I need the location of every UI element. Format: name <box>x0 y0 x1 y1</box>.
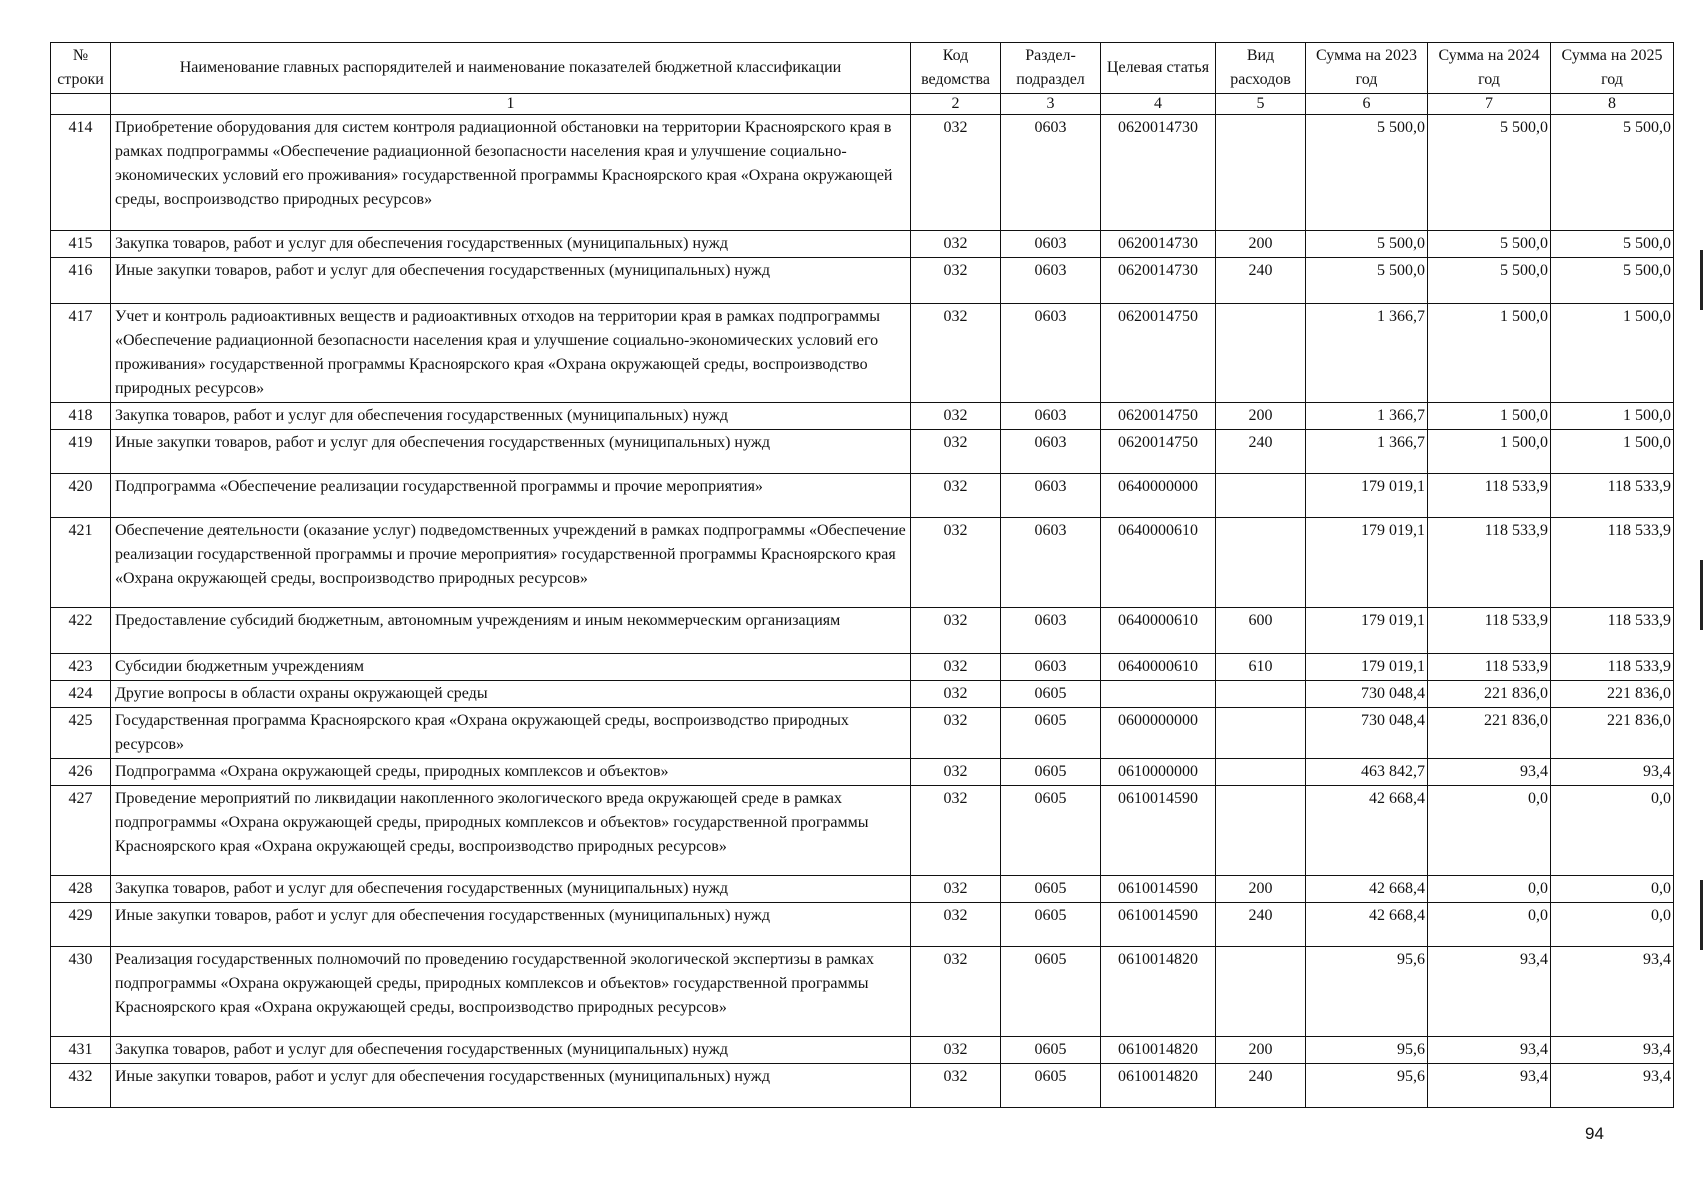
target-article: 0610014820 <box>1101 1064 1216 1108</box>
sum-2025: 0,0 <box>1551 786 1674 876</box>
department-code: 032 <box>911 759 1001 786</box>
department-code: 032 <box>911 231 1001 258</box>
target-article: 0610014590 <box>1101 876 1216 903</box>
department-code: 032 <box>911 474 1001 518</box>
sum-2024: 1 500,0 <box>1428 304 1551 403</box>
expense-type <box>1216 518 1306 608</box>
table-row <box>51 258 1674 304</box>
numbering-empty <box>51 94 111 115</box>
target-article: 0610014820 <box>1101 947 1216 1037</box>
row-number: 429 <box>51 903 111 947</box>
table-row <box>51 786 1674 876</box>
row-name: Реализация государственных полномочий по проведению государственной экологической экспертизы в рамках подпрограммы «Охрана окружающей среды, природных комплексов и объектов» государственной программы Красноярского края «Охрана окружающей среды, воспроизводство природных ресурсов» <box>111 947 911 1037</box>
sum-2023: 5 500,0 <box>1306 258 1428 304</box>
numbering-7: 7 <box>1428 94 1551 115</box>
numbering-5: 5 <box>1216 94 1306 115</box>
table-row <box>51 681 1674 708</box>
target-article: 0610014590 <box>1101 903 1216 947</box>
department-code: 032 <box>911 304 1001 403</box>
row-number: 431 <box>51 1037 111 1064</box>
target-article <box>1101 681 1216 708</box>
row-number: 428 <box>51 876 111 903</box>
expense-type: 200 <box>1216 231 1306 258</box>
expense-type <box>1216 115 1306 231</box>
sum-2023: 179 019,1 <box>1306 608 1428 654</box>
department-code: 032 <box>911 258 1001 304</box>
sum-2023: 1 366,7 <box>1306 430 1428 474</box>
sum-2025: 118 533,9 <box>1551 518 1674 608</box>
sum-2023: 463 842,7 <box>1306 759 1428 786</box>
target-article: 0620014750 <box>1101 403 1216 430</box>
row-name: Закупка товаров, работ и услуг для обеспечения государственных (муниципальных) нужд <box>111 403 911 430</box>
table-row <box>51 231 1674 258</box>
sum-2024: 0,0 <box>1428 876 1551 903</box>
expense-type <box>1216 947 1306 1037</box>
sum-2023: 179 019,1 <box>1306 518 1428 608</box>
row-name: Другие вопросы в области охраны окружающей среды <box>111 681 911 708</box>
row-name: Государственная программа Красноярского края «Охрана окружающей среды, воспроизводство природных ресурсов» <box>111 708 911 759</box>
target-article: 0620014730 <box>1101 115 1216 231</box>
row-number: 417 <box>51 304 111 403</box>
column-numbering-row <box>51 94 1674 115</box>
sum-2025: 221 836,0 <box>1551 708 1674 759</box>
expense-type: 200 <box>1216 876 1306 903</box>
sum-2023: 1 366,7 <box>1306 403 1428 430</box>
sum-2023: 42 668,4 <box>1306 903 1428 947</box>
header-sum-2023: Сумма на 2023 год <box>1306 43 1428 94</box>
header-row-number: № строки <box>51 43 111 94</box>
section-code: 0605 <box>1001 759 1101 786</box>
target-article: 0620014750 <box>1101 430 1216 474</box>
row-name: Учет и контроль радиоактивных веществ и радиоактивных отходов на территории края в рамках подпрограммы «Обеспечение радиационной безопасности населения края и улучшение социально-экономических условий его проживания» государственной программы Красноярского края «Охрана окружающей среды, воспроизводство природных ресурсов» <box>111 304 911 403</box>
sum-2023: 1 366,7 <box>1306 304 1428 403</box>
numbering-4: 4 <box>1101 94 1216 115</box>
row-number: 415 <box>51 231 111 258</box>
target-article: 0610014590 <box>1101 786 1216 876</box>
sum-2024: 0,0 <box>1428 786 1551 876</box>
department-code: 032 <box>911 518 1001 608</box>
sum-2025: 93,4 <box>1551 947 1674 1037</box>
row-name: Обеспечение деятельности (оказание услуг) подведомственных учреждений в рамках подпрограммы «Обеспечение реализации государственной программы и прочие мероприятия» государственной программы Красноярского края «Охрана окружающей среды, воспроизводство природных ресурсов» <box>111 518 911 608</box>
sum-2024: 5 500,0 <box>1428 258 1551 304</box>
section-code: 0603 <box>1001 258 1101 304</box>
table-row <box>51 430 1674 474</box>
target-article: 0640000610 <box>1101 518 1216 608</box>
row-name: Закупка товаров, работ и услуг для обеспечения государственных (муниципальных) нужд <box>111 1037 911 1064</box>
sum-2025: 1 500,0 <box>1551 403 1674 430</box>
sum-2024: 118 533,9 <box>1428 474 1551 518</box>
table-row <box>51 759 1674 786</box>
target-article: 0640000610 <box>1101 608 1216 654</box>
table-row <box>51 608 1674 654</box>
header-expense-type: Вид расходов <box>1216 43 1306 94</box>
header-target-article: Целевая статья <box>1101 43 1216 94</box>
sum-2025: 5 500,0 <box>1551 258 1674 304</box>
row-number: 418 <box>51 403 111 430</box>
sum-2025: 1 500,0 <box>1551 430 1674 474</box>
sum-2024: 93,4 <box>1428 1064 1551 1108</box>
header-name: Наименование главных распорядителей и наименование показателей бюджетной классификации <box>111 43 911 94</box>
row-name: Приобретение оборудования для систем контроля радиационной обстановки на территории Красноярского края в рамках подпрограммы «Обеспечение радиационной безопасности населения края и улучшение социально-экономических условий его проживания» государственной программы Красноярского края «Охрана окружающей среды, воспроизводство природных ресурсов» <box>111 115 911 231</box>
sum-2023: 730 048,4 <box>1306 681 1428 708</box>
section-code: 0605 <box>1001 786 1101 876</box>
row-number: 419 <box>51 430 111 474</box>
sum-2023: 179 019,1 <box>1306 474 1428 518</box>
department-code: 032 <box>911 708 1001 759</box>
sum-2023: 5 500,0 <box>1306 115 1428 231</box>
row-number: 432 <box>51 1064 111 1108</box>
table-row <box>51 1064 1674 1108</box>
row-name: Иные закупки товаров, работ и услуг для обеспечения государственных (муниципальных) нужд <box>111 430 911 474</box>
sum-2025: 93,4 <box>1551 759 1674 786</box>
section-code: 0603 <box>1001 304 1101 403</box>
department-code: 032 <box>911 1037 1001 1064</box>
department-code: 032 <box>911 403 1001 430</box>
row-name: Предоставление субсидий бюджетным, автономным учреждениям и иным некоммерческим организациям <box>111 608 911 654</box>
department-code: 032 <box>911 608 1001 654</box>
sum-2025: 1 500,0 <box>1551 304 1674 403</box>
expense-type: 200 <box>1216 1037 1306 1064</box>
section-code: 0605 <box>1001 1037 1101 1064</box>
sum-2024: 93,4 <box>1428 1037 1551 1064</box>
expense-type: 240 <box>1216 903 1306 947</box>
sum-2024: 118 533,9 <box>1428 608 1551 654</box>
sum-2023: 95,6 <box>1306 1037 1428 1064</box>
table-row <box>51 708 1674 759</box>
department-code: 032 <box>911 430 1001 474</box>
department-code: 032 <box>911 947 1001 1037</box>
numbering-8: 8 <box>1551 94 1674 115</box>
table-row <box>51 876 1674 903</box>
row-number: 425 <box>51 708 111 759</box>
sum-2024: 221 836,0 <box>1428 708 1551 759</box>
department-code: 032 <box>911 115 1001 231</box>
section-code: 0603 <box>1001 231 1101 258</box>
section-code: 0603 <box>1001 115 1101 231</box>
row-number: 426 <box>51 759 111 786</box>
section-code: 0605 <box>1001 1064 1101 1108</box>
table-row <box>51 403 1674 430</box>
table-row <box>51 947 1674 1037</box>
department-code: 032 <box>911 654 1001 681</box>
header-row <box>51 43 1674 94</box>
row-number: 422 <box>51 608 111 654</box>
target-article: 0620014750 <box>1101 304 1216 403</box>
row-number: 430 <box>51 947 111 1037</box>
table-row <box>51 1037 1674 1064</box>
section-code: 0605 <box>1001 876 1101 903</box>
expense-type <box>1216 786 1306 876</box>
sum-2025: 0,0 <box>1551 876 1674 903</box>
sum-2024: 221 836,0 <box>1428 681 1551 708</box>
expense-type <box>1216 708 1306 759</box>
expense-type: 200 <box>1216 403 1306 430</box>
sum-2024: 5 500,0 <box>1428 231 1551 258</box>
budget-table-sheet <box>50 42 1673 1108</box>
expense-type <box>1216 304 1306 403</box>
table-row <box>51 654 1674 681</box>
row-number: 423 <box>51 654 111 681</box>
sum-2023: 42 668,4 <box>1306 876 1428 903</box>
sum-2024: 118 533,9 <box>1428 654 1551 681</box>
sum-2025: 118 533,9 <box>1551 608 1674 654</box>
target-article: 0620014730 <box>1101 231 1216 258</box>
section-code: 0605 <box>1001 681 1101 708</box>
department-code: 032 <box>911 876 1001 903</box>
section-code: 0603 <box>1001 654 1101 681</box>
expense-type: 610 <box>1216 654 1306 681</box>
target-article: 0640000610 <box>1101 654 1216 681</box>
numbering-2: 2 <box>911 94 1001 115</box>
table-row <box>51 518 1674 608</box>
sum-2023: 730 048,4 <box>1306 708 1428 759</box>
expense-type: 240 <box>1216 258 1306 304</box>
row-name: Иные закупки товаров, работ и услуг для обеспечения государственных (муниципальных) нужд <box>111 903 911 947</box>
sum-2024: 93,4 <box>1428 759 1551 786</box>
sum-2024: 5 500,0 <box>1428 115 1551 231</box>
table-body <box>51 115 1674 1108</box>
department-code: 032 <box>911 903 1001 947</box>
sum-2024: 93,4 <box>1428 947 1551 1037</box>
sum-2023: 5 500,0 <box>1306 231 1428 258</box>
sum-2024: 0,0 <box>1428 903 1551 947</box>
row-number: 427 <box>51 786 111 876</box>
expense-type <box>1216 474 1306 518</box>
row-number: 416 <box>51 258 111 304</box>
target-article: 0640000000 <box>1101 474 1216 518</box>
table-row <box>51 474 1674 518</box>
row-name: Проведение мероприятий по ликвидации накопленного экологического вреда окружающей среде в рамках подпрограммы «Охрана окружающей среды, природных комплексов и объектов» государственной программы Красноярского края «Охрана окружающей среды, воспроизводство природных ресурсов» <box>111 786 911 876</box>
row-name: Закупка товаров, работ и услуг для обеспечения государственных (муниципальных) нужд <box>111 231 911 258</box>
sum-2025: 93,4 <box>1551 1037 1674 1064</box>
section-code: 0603 <box>1001 403 1101 430</box>
row-number: 414 <box>51 115 111 231</box>
section-code: 0605 <box>1001 708 1101 759</box>
department-code: 032 <box>911 786 1001 876</box>
row-number: 424 <box>51 681 111 708</box>
expense-type <box>1216 681 1306 708</box>
sum-2023: 42 668,4 <box>1306 786 1428 876</box>
section-code: 0603 <box>1001 474 1101 518</box>
row-name: Подпрограмма «Охрана окружающей среды, природных комплексов и объектов» <box>111 759 911 786</box>
row-number: 420 <box>51 474 111 518</box>
section-code: 0603 <box>1001 608 1101 654</box>
sum-2025: 118 533,9 <box>1551 654 1674 681</box>
expense-type <box>1216 759 1306 786</box>
sum-2025: 0,0 <box>1551 903 1674 947</box>
sum-2023: 179 019,1 <box>1306 654 1428 681</box>
numbering-3: 3 <box>1001 94 1101 115</box>
sum-2024: 1 500,0 <box>1428 403 1551 430</box>
numbering-1: 1 <box>111 94 911 115</box>
table-row <box>51 903 1674 947</box>
sum-2025: 118 533,9 <box>1551 474 1674 518</box>
target-article: 0610014820 <box>1101 1037 1216 1064</box>
sum-2024: 1 500,0 <box>1428 430 1551 474</box>
row-name: Подпрограмма «Обеспечение реализации государственной программы и прочие мероприятия» <box>111 474 911 518</box>
row-name: Иные закупки товаров, работ и услуг для обеспечения государственных (муниципальных) нужд <box>111 258 911 304</box>
header-sum-2025: Сумма на 2025 год <box>1551 43 1674 94</box>
sum-2023: 95,6 <box>1306 947 1428 1037</box>
row-number: 421 <box>51 518 111 608</box>
table-row <box>51 304 1674 403</box>
sum-2025: 221 836,0 <box>1551 681 1674 708</box>
table-row <box>51 115 1674 231</box>
sum-2023: 95,6 <box>1306 1064 1428 1108</box>
section-code: 0603 <box>1001 518 1101 608</box>
row-name: Иные закупки товаров, работ и услуг для обеспечения государственных (муниципальных) нужд <box>111 1064 911 1108</box>
sum-2024: 118 533,9 <box>1428 518 1551 608</box>
expense-type: 240 <box>1216 1064 1306 1108</box>
row-name: Субсидии бюджетным учреждениям <box>111 654 911 681</box>
budget-table <box>50 42 1674 1108</box>
row-name: Закупка товаров, работ и услуг для обеспечения государственных (муниципальных) нужд <box>111 876 911 903</box>
page-number: 94 <box>1585 1124 1604 1143</box>
expense-type: 600 <box>1216 608 1306 654</box>
section-code: 0605 <box>1001 947 1101 1037</box>
header-section: Раздел-подраздел <box>1001 43 1101 94</box>
sum-2025: 5 500,0 <box>1551 231 1674 258</box>
department-code: 032 <box>911 1064 1001 1108</box>
target-article: 0600000000 <box>1101 708 1216 759</box>
sum-2025: 5 500,0 <box>1551 115 1674 231</box>
section-code: 0603 <box>1001 430 1101 474</box>
section-code: 0605 <box>1001 903 1101 947</box>
expense-type: 240 <box>1216 430 1306 474</box>
header-department-code: Код ведомства <box>911 43 1001 94</box>
header-sum-2024: Сумма на 2024 год <box>1428 43 1551 94</box>
target-article: 0620014730 <box>1101 258 1216 304</box>
department-code: 032 <box>911 681 1001 708</box>
sum-2025: 93,4 <box>1551 1064 1674 1108</box>
target-article: 0610000000 <box>1101 759 1216 786</box>
numbering-6: 6 <box>1306 94 1428 115</box>
